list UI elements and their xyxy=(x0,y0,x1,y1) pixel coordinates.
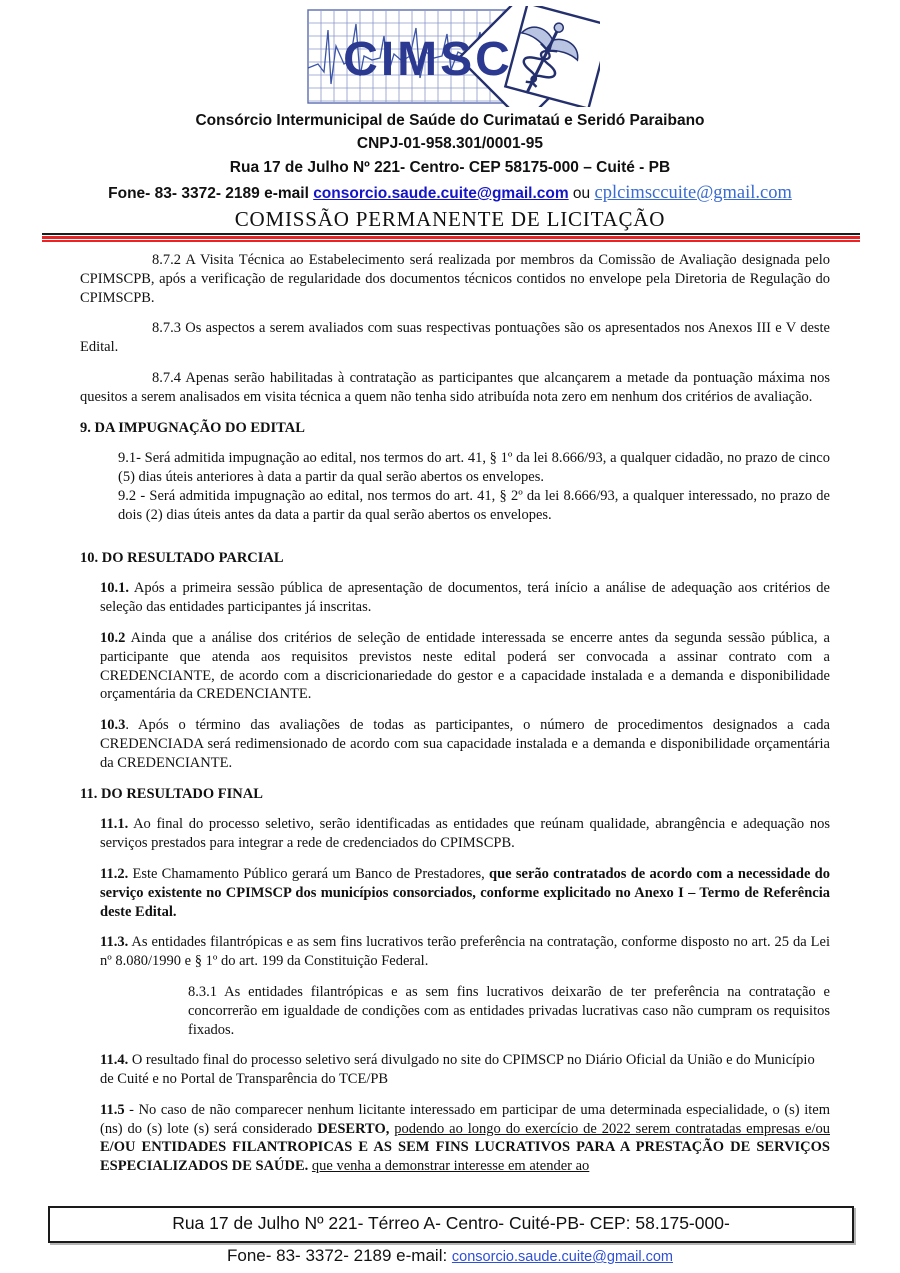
para-8-7-2 xyxy=(80,251,830,307)
text-run: As entidades filantrópicas e as sem fins lucrativos terão preferência na contratação, conforme disposto no art. 25 da Lei nº 8.080/1990 e § 1º do art. 199 da Constituição Federal. xyxy=(100,934,830,970)
text-run: que serão contratados de acordo com a necessidade do serviço existente no CPIMSCP dos municípios consorciados, conforme explicitado no Anexo I – Termo de Referência deste Edital. xyxy=(100,865,830,920)
document-header xyxy=(0,0,900,232)
red-divider xyxy=(42,233,860,242)
email-link-primary[interactable]: consorcio.saude.cuite@gmail.com xyxy=(313,185,569,202)
text-run: 11.5 xyxy=(100,1101,125,1118)
text-run: Este Chamamento Público gerará um Banco de Prestadores, xyxy=(128,865,490,882)
text-run: O resultado final do processo seletivo será divulgado no site do CPIMSCP no Diário Oficial da União e do Município de Cuité e no Portal de Transparência do TCE/PB xyxy=(100,1052,815,1088)
text-run: podendo ao longo do exercício de 2022 serem contratadas empresas e/ou xyxy=(394,1120,830,1137)
para-11-4 xyxy=(100,1051,830,1089)
text-run: DESERTO, xyxy=(317,1120,390,1137)
text-run: Após a primeira sessão pública de apresentação de documentos, terá início a análise de adequação aos critérios de seleção das entidades participantes já inscritas. xyxy=(100,580,830,616)
header-address: Rua 17 de Julho Nº 221- Centro- CEP 58175-000 – Cuité - PB xyxy=(229,159,671,176)
text-run: Ao final do processo seletivo, serão identificadas as entidades que reúnam qualidade, abrangência e adequação nos serviços prestados para integrar a rede de credenciados do CPIMSCPB. xyxy=(100,816,830,852)
text-run: 10.2 xyxy=(100,629,126,646)
document-body xyxy=(0,242,900,1176)
para-11-3 xyxy=(100,933,830,971)
text-run: 11.3. xyxy=(100,934,129,951)
email-separator: ou xyxy=(568,185,595,202)
text-run: 10.3 xyxy=(100,717,126,734)
email-link-secondary[interactable]: cplcimsccuite@gmail.com xyxy=(594,183,792,203)
para-10-2 xyxy=(100,629,830,704)
text-run: que venha a demonstrar interesse em atender ao xyxy=(311,1158,590,1175)
heading-10 xyxy=(80,549,830,568)
para-11-2 xyxy=(100,865,830,921)
heading-11 xyxy=(80,785,830,804)
text-run: 8.7.3 Os aspectos a serem avaliados com suas respectivas pontuações são os apresentados nos Anexos III e V deste Edital. xyxy=(80,320,830,356)
logo-wordmark: CIMSC xyxy=(343,33,513,86)
text-run: Ainda que a análise dos critérios de seleção de entidade interessada se encerre antes da segunda sessão pública, a participante que atenda aos requisitos previstos neste edital poderá ser convocada a assinar contrato com a CREDENCIANTE, de acordo com a discricionariedade do gestor e a capacidade instalada e a demanda e disponibilidade orçamentária da CREDENCIANTE. xyxy=(100,629,830,703)
para-11-5 xyxy=(100,1101,830,1176)
heading-9 xyxy=(80,419,830,438)
footer-contact-line xyxy=(0,1246,900,1266)
header-contact-line xyxy=(0,183,900,204)
text-run: 8.3.1 As entidades filantrópicas e as sem fins lucrativos deixarão de ter preferência na contratação e concorrerão em igualdade de condições com as entidades privadas lucrativas caso não cumpram os requisitos fixados. xyxy=(188,983,830,1038)
text-run: E/OU ENTIDADES FILANTROPICAS E AS SEM FINS LUCRATIVOS PARA A PRESTAÇÃO DE SERVIÇOS ESPECIALIZADOS DE SAÚDE. xyxy=(100,1139,830,1175)
committee-title: COMISSÃO PERMANENTE DE LICITAÇÃO xyxy=(234,207,666,231)
text-run: 9. DA IMPUGNAÇÃO DO EDITAL xyxy=(80,419,305,436)
cimsc-logo-image xyxy=(300,6,600,107)
para-8-7-3 xyxy=(80,319,830,357)
text-run: . Após o término das avaliações de todas as participantes, o número de procedimentos designados a cada CREDENCIADA será redimensionado de acordo com sua capacidade instalada e a demanda e disponibilidade orçamentária da CREDENCIANTE. xyxy=(100,717,830,771)
text-run: 8.7.4 Apenas serão habilitadas à contratação as participantes que alcançarem a metade da pontuação máxima nos quesitos a serem analisados em visita técnica a quem não tenha sido atribuída nota zero em nenhum dos critérios de avaliação. xyxy=(80,369,830,405)
footer-email-link[interactable]: consorcio.saude.cuite@gmail.com xyxy=(451,1249,673,1265)
footer-phone-label: Fone- 83- 3372- 2189 e-mail: xyxy=(227,1246,452,1265)
text-run: 9.1- Será admitida impugnação ao edital, nos termos do art. 41, § 1º da lei 8.666/93, a qualquer cidadão, no prazo de cinco (5) dias úteis anteriores à data a partir da qual serão abertos os envelopes. xyxy=(118,450,830,486)
para-11-1 xyxy=(100,815,830,853)
logo xyxy=(0,6,900,107)
text-run: 10.1. xyxy=(100,580,129,597)
text-run: 9.2 - Será admitida impugnação ao edital, nos termos do art. 41, § 2º da lei 8.666/93, a qualquer interessado, no prazo de dois (2) dias úteis antes da data a partir da qual serão abertos os envelopes. xyxy=(118,487,830,523)
text-run: 11. DO RESULTADO FINAL xyxy=(80,785,263,802)
para-9-1 xyxy=(118,449,830,487)
para-10-1 xyxy=(100,579,830,617)
text-run: 10. DO RESULTADO PARCIAL xyxy=(80,549,284,566)
footer-address: Rua 17 de Julho Nº 221- Térreo A- Centro- Cuité-PB- CEP: 58.175-000- xyxy=(172,1213,730,1233)
para-8-7-4 xyxy=(80,369,830,407)
footer-address-box xyxy=(48,1206,854,1243)
phone-label: Fone- 83- 3372- 2189 e-mail xyxy=(108,185,314,202)
text-run: 11.1. xyxy=(100,816,129,833)
para-9-2 xyxy=(118,487,830,525)
org-name: Consórcio Intermunicipal de Saúde do Curimataú e Seridó Paraibano xyxy=(195,112,705,129)
text-run: 11.2. xyxy=(100,865,129,882)
cnpj-line: CNPJ-01-958.301/0001-95 xyxy=(356,135,544,152)
text-run: - No caso de não comparecer nenhum licitante interessado em participar de uma determinada especialidade, o (s) item (ns) do (s) lote (s) será considerado xyxy=(100,1101,830,1137)
para-8-3-1 xyxy=(188,983,830,1039)
para-10-3 xyxy=(100,716,830,772)
text-run: 11.4. xyxy=(100,1052,129,1069)
text-run: 8.7.2 A Visita Técnica ao Estabelecimento será realizada por membros da Comissão de Avaliação designada pelo CPIMSCPB, após a verificação de regularidade dos documentos técnicos contidos no envelope pela Diretoria de Regulação do CPIMSCPB. xyxy=(80,252,830,306)
